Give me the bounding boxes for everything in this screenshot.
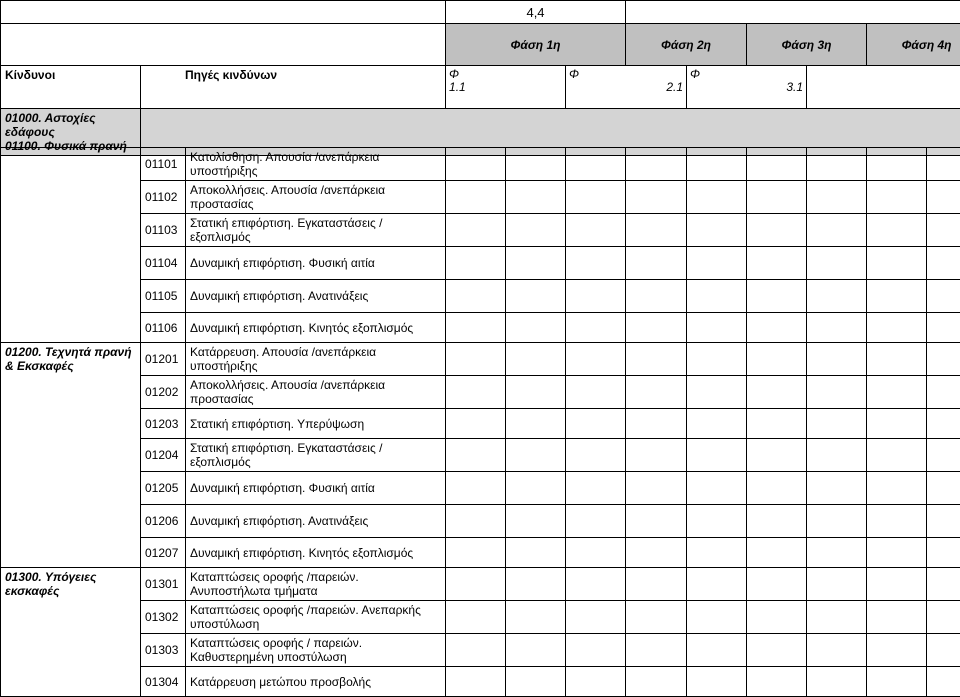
assessment-cell[interactable] xyxy=(626,181,687,214)
hazard-code: 01204 xyxy=(141,439,186,472)
assessment-cell[interactable] xyxy=(687,568,747,601)
hazard-code: 01303 xyxy=(141,634,186,667)
table-row xyxy=(1,247,960,280)
phase-2-header: Φάση 2η xyxy=(626,24,747,66)
count-blank xyxy=(1,1,446,24)
hazard-code: 01103 xyxy=(141,214,186,247)
assessment-cell[interactable] xyxy=(446,505,506,538)
assessment-cell[interactable] xyxy=(626,148,687,181)
assessment-cell[interactable] xyxy=(747,568,807,601)
assessment-cell[interactable] xyxy=(867,472,927,505)
assessment-cell[interactable] xyxy=(927,214,960,247)
assessment-cell[interactable] xyxy=(807,214,867,247)
assessment-cell[interactable] xyxy=(927,472,960,505)
assessment-cell[interactable] xyxy=(446,247,506,280)
hazard-description: Κατάρρευση μετώπου προσβολής xyxy=(186,667,446,697)
assessment-cell[interactable] xyxy=(687,409,747,439)
hazard-description: Δυναμική επιφόρτιση. Ανατινάξεις xyxy=(186,280,446,313)
hazard-description: Κατάρρευση. Απουσία /ανεπάρκεια υποστήριξης xyxy=(186,343,446,376)
assessment-cell[interactable] xyxy=(446,634,506,667)
assessment-cell[interactable] xyxy=(867,313,927,343)
assessment-cell[interactable] xyxy=(927,439,960,472)
assessment-cell[interactable] xyxy=(566,280,626,313)
assessment-cell[interactable] xyxy=(807,247,867,280)
assessment-cell[interactable] xyxy=(566,313,626,343)
category-cell: 01300. Υπόγειες εκσκαφές xyxy=(1,568,141,697)
hazard-code: 01304 xyxy=(141,667,186,697)
assessment-cell[interactable] xyxy=(867,247,927,280)
assessment-cell[interactable] xyxy=(687,472,747,505)
assessment-cell[interactable] xyxy=(867,376,927,409)
hazard-code: 01301 xyxy=(141,568,186,601)
table-row xyxy=(1,409,960,439)
assessment-cell[interactable] xyxy=(446,472,506,505)
assessment-cell[interactable] xyxy=(927,247,960,280)
assessment-cell[interactable] xyxy=(446,148,506,181)
assessment-cell[interactable] xyxy=(506,667,566,697)
hazard-body-table xyxy=(0,147,960,697)
assessment-cell[interactable] xyxy=(807,634,867,667)
table-row xyxy=(1,343,960,376)
assessment-cell[interactable] xyxy=(626,568,687,601)
assessment-cell[interactable] xyxy=(626,214,687,247)
assessment-cell[interactable] xyxy=(687,538,747,568)
assessment-cell[interactable] xyxy=(747,634,807,667)
assessment-cell[interactable] xyxy=(446,214,506,247)
assessment-cell[interactable] xyxy=(747,280,807,313)
table-row xyxy=(1,376,960,409)
phase-row xyxy=(1,24,960,66)
assessment-cell[interactable] xyxy=(626,505,687,538)
phase-1-header: Φάση 1η xyxy=(446,24,626,66)
hazard-code: 01101 xyxy=(141,148,186,181)
assessment-cell[interactable] xyxy=(626,538,687,568)
assessment-cell[interactable] xyxy=(506,568,566,601)
assessment-cell[interactable] xyxy=(506,409,566,439)
assessment-cell[interactable] xyxy=(807,313,867,343)
assessment-cell[interactable] xyxy=(446,409,506,439)
hazard-description: Κατολίσθηση. Απουσία /ανεπάρκεια υποστήριξης xyxy=(186,148,446,181)
hazard-code: 01205 xyxy=(141,472,186,505)
hazard-code: 01201 xyxy=(141,343,186,376)
assessment-cell[interactable] xyxy=(807,601,867,634)
assessment-cell[interactable] xyxy=(747,376,807,409)
hazard-code: 01104 xyxy=(141,247,186,280)
assessment-cell[interactable] xyxy=(747,439,807,472)
hazard-description: Καταπτώσεις οροφής /παρειών. Ανεπαρκής υποστύλωση xyxy=(186,601,446,634)
assessment-cell[interactable] xyxy=(927,538,960,568)
assessment-cell[interactable] xyxy=(687,280,747,313)
assessment-cell[interactable] xyxy=(927,634,960,667)
assessment-cell[interactable] xyxy=(867,214,927,247)
hazard-code: 01106 xyxy=(141,313,186,343)
assessment-cell[interactable] xyxy=(747,472,807,505)
count-row xyxy=(1,1,960,24)
assessment-cell[interactable] xyxy=(566,439,626,472)
table-row xyxy=(1,280,960,313)
assessment-cell[interactable] xyxy=(867,280,927,313)
assessment-cell[interactable] xyxy=(566,214,626,247)
assessment-cell[interactable] xyxy=(626,376,687,409)
assessment-cell[interactable] xyxy=(506,538,566,568)
assessment-cell[interactable] xyxy=(446,601,506,634)
assessment-cell[interactable] xyxy=(747,214,807,247)
table-row xyxy=(1,568,960,601)
assessment-cell[interactable] xyxy=(626,601,687,634)
assessment-cell[interactable] xyxy=(867,409,927,439)
assessment-cell[interactable] xyxy=(867,538,927,568)
assessment-cell[interactable] xyxy=(747,343,807,376)
assessment-cell[interactable] xyxy=(626,409,687,439)
table-row xyxy=(1,505,960,538)
hazard-description: Δυναμική επιφόρτιση. Κινητός εξοπλισμός xyxy=(186,538,446,568)
assessment-cell[interactable] xyxy=(807,568,867,601)
assessment-cell[interactable] xyxy=(506,280,566,313)
assessment-cell[interactable] xyxy=(566,409,626,439)
phase-col-blank xyxy=(807,66,960,109)
assessment-cell[interactable] xyxy=(506,214,566,247)
assessment-cell[interactable] xyxy=(807,148,867,181)
assessment-cell[interactable] xyxy=(747,601,807,634)
assessment-cell[interactable] xyxy=(506,181,566,214)
assessment-cell[interactable] xyxy=(626,280,687,313)
assessment-cell[interactable] xyxy=(687,214,747,247)
hazard-code: 01102 xyxy=(141,181,186,214)
assessment-cell[interactable] xyxy=(506,376,566,409)
count-value-cell xyxy=(446,1,626,24)
table-row xyxy=(1,667,960,697)
hazard-description: Δυναμική επιφόρτιση. Κινητός εξοπλισμός xyxy=(186,313,446,343)
assessment-cell[interactable] xyxy=(747,409,807,439)
assessment-cell[interactable] xyxy=(446,667,506,697)
assessment-cell[interactable] xyxy=(927,343,960,376)
assessment-cell[interactable] xyxy=(687,439,747,472)
assessment-cell[interactable] xyxy=(687,313,747,343)
hazard-description: Δυναμική επιφόρτιση. Ανατινάξεις xyxy=(186,505,446,538)
assessment-cell[interactable] xyxy=(626,634,687,667)
phase-col-1-1: Φ 1.1 xyxy=(446,66,566,109)
assessment-cell[interactable] xyxy=(927,568,960,601)
hazard-description: Στατική επιφόρτιση. Εγκαταστάσεις /εξοπλισμός xyxy=(186,439,446,472)
assessment-cell[interactable] xyxy=(506,472,566,505)
assessment-cell[interactable] xyxy=(807,376,867,409)
hazard-code: 01105 xyxy=(141,280,186,313)
assessment-cell[interactable] xyxy=(807,439,867,472)
assessment-cell[interactable] xyxy=(687,181,747,214)
assessment-cell[interactable] xyxy=(566,601,626,634)
assessment-cell[interactable] xyxy=(867,181,927,214)
assessment-cell[interactable] xyxy=(927,409,960,439)
hazard-code: 01202 xyxy=(141,376,186,409)
hazard-description: Στατική επιφόρτιση. Εγκαταστάσεις /εξοπλισμός xyxy=(186,214,446,247)
assessment-cell[interactable] xyxy=(446,181,506,214)
assessment-cell[interactable] xyxy=(506,247,566,280)
hazards-header: Κίνδυνοι xyxy=(1,66,141,109)
assessment-cell[interactable] xyxy=(506,601,566,634)
assessment-cell[interactable] xyxy=(807,667,867,697)
assessment-cell[interactable] xyxy=(747,313,807,343)
assessment-cell[interactable] xyxy=(506,313,566,343)
hazard-table xyxy=(0,0,960,156)
assessment-cell[interactable] xyxy=(747,538,807,568)
hazard-description: Αποκολλήσεις. Απουσία /ανεπάρκεια προστασίας xyxy=(186,376,446,409)
assessment-cell[interactable] xyxy=(687,247,747,280)
table-row xyxy=(1,601,960,634)
table-row xyxy=(1,439,960,472)
table-row xyxy=(1,181,960,214)
assessment-cell[interactable] xyxy=(446,568,506,601)
assessment-cell[interactable] xyxy=(626,343,687,376)
assessment-cell[interactable] xyxy=(566,568,626,601)
assessment-cell[interactable] xyxy=(687,343,747,376)
assessment-cell[interactable] xyxy=(927,376,960,409)
assessment-cell[interactable] xyxy=(747,148,807,181)
hazard-code: 01206 xyxy=(141,505,186,538)
table-row xyxy=(1,634,960,667)
assessment-cell[interactable] xyxy=(687,601,747,634)
assessment-cell[interactable] xyxy=(927,667,960,697)
table-row xyxy=(1,313,960,343)
assessment-cell[interactable] xyxy=(446,376,506,409)
assessment-cell[interactable] xyxy=(807,343,867,376)
assessment-cell[interactable] xyxy=(927,601,960,634)
assessment-cell[interactable] xyxy=(566,538,626,568)
hazard-description: Αποκολλήσεις. Απουσία /ανεπάρκεια προστασίας xyxy=(186,181,446,214)
assessment-cell[interactable] xyxy=(927,313,960,343)
phase-4-header: Φάση 4η xyxy=(867,24,960,66)
assessment-cell[interactable] xyxy=(626,439,687,472)
assessment-cell[interactable] xyxy=(867,634,927,667)
assessment-cell[interactable] xyxy=(807,472,867,505)
assessment-cell[interactable] xyxy=(566,376,626,409)
assessment-cell[interactable] xyxy=(927,148,960,181)
assessment-cell[interactable] xyxy=(566,472,626,505)
assessment-cell[interactable] xyxy=(566,634,626,667)
assessment-cell[interactable] xyxy=(807,538,867,568)
table-row xyxy=(1,148,960,181)
assessment-cell[interactable] xyxy=(867,439,927,472)
assessment-cell[interactable] xyxy=(446,280,506,313)
assessment-cell[interactable] xyxy=(807,181,867,214)
assessment-cell[interactable] xyxy=(687,634,747,667)
assessment-cell[interactable] xyxy=(807,505,867,538)
assessment-cell[interactable] xyxy=(566,247,626,280)
table-row xyxy=(1,472,960,505)
assessment-cell[interactable] xyxy=(566,343,626,376)
assessment-cell[interactable] xyxy=(927,280,960,313)
assessment-cell[interactable] xyxy=(747,247,807,280)
assessment-cell[interactable] xyxy=(626,313,687,343)
assessment-cell[interactable] xyxy=(506,148,566,181)
column-header-row xyxy=(1,66,960,109)
hazard-code: 01203 xyxy=(141,409,186,439)
hazard-description: Καταπτώσεις οροφής /παρειών. Ανυποστήλωτα τμήματα xyxy=(186,568,446,601)
assessment-cell[interactable] xyxy=(446,439,506,472)
assessment-cell[interactable] xyxy=(626,667,687,697)
assessment-cell[interactable] xyxy=(566,181,626,214)
assessment-cell[interactable] xyxy=(867,601,927,634)
count-right-blank xyxy=(626,1,960,24)
hazard-description: Δυναμική επιφόρτιση. Φυσική αιτία xyxy=(186,247,446,280)
phase-col-3-1: Φ 3.1 xyxy=(687,66,807,109)
assessment-cell[interactable] xyxy=(687,667,747,697)
sources-header: Πηγές κινδύνων xyxy=(141,66,446,109)
assessment-cell[interactable] xyxy=(566,148,626,181)
assessment-cell[interactable] xyxy=(446,343,506,376)
phase-blank xyxy=(1,24,446,66)
count-value: 4,4 xyxy=(526,5,544,20)
assessment-cell[interactable] xyxy=(867,568,927,601)
hazard-description: Δυναμική επιφόρτιση. Φυσική αιτία xyxy=(186,472,446,505)
assessment-cell[interactable] xyxy=(506,505,566,538)
assessment-cell[interactable] xyxy=(446,313,506,343)
assessment-cell[interactable] xyxy=(747,505,807,538)
assessment-cell[interactable] xyxy=(687,148,747,181)
assessment-cell[interactable] xyxy=(506,634,566,667)
assessment-cell[interactable] xyxy=(506,439,566,472)
assessment-cell[interactable] xyxy=(747,667,807,697)
group-1-category-top: 01000. Αστοχίες εδάφους 01100. Φυσικά πρανή xyxy=(1,109,141,156)
category-cell: 01200. Τεχνητά πρανή & Εκσκαφές xyxy=(1,343,141,568)
category-cell xyxy=(1,148,141,343)
assessment-cell[interactable] xyxy=(867,667,927,697)
phase-3-header: Φάση 3η xyxy=(747,24,867,66)
hazard-code: 01207 xyxy=(141,538,186,568)
hazard-description: Στατική επιφόρτιση. Υπερύψωση xyxy=(186,409,446,439)
assessment-cell[interactable] xyxy=(867,343,927,376)
assessment-cell[interactable] xyxy=(807,409,867,439)
assessment-cell[interactable] xyxy=(446,538,506,568)
assessment-cell[interactable] xyxy=(867,505,927,538)
assessment-cell[interactable] xyxy=(687,376,747,409)
assessment-cell[interactable] xyxy=(566,505,626,538)
assessment-cell[interactable] xyxy=(687,505,747,538)
hazard-description: Καταπτώσεις οροφής / παρειών. Καθυστερημένη υποστύλωση xyxy=(186,634,446,667)
assessment-cell[interactable] xyxy=(626,247,687,280)
phase-col-2-1: Φ 2.1 xyxy=(566,66,687,109)
assessment-cell[interactable] xyxy=(807,280,867,313)
assessment-cell[interactable] xyxy=(566,667,626,697)
table-row xyxy=(1,538,960,568)
assessment-cell[interactable] xyxy=(747,181,807,214)
assessment-cell[interactable] xyxy=(506,343,566,376)
table-row xyxy=(1,214,960,247)
assessment-cell[interactable] xyxy=(927,181,960,214)
assessment-cell[interactable] xyxy=(626,472,687,505)
hazard-code: 01302 xyxy=(141,601,186,634)
assessment-cell[interactable] xyxy=(927,505,960,538)
assessment-cell[interactable] xyxy=(867,148,927,181)
